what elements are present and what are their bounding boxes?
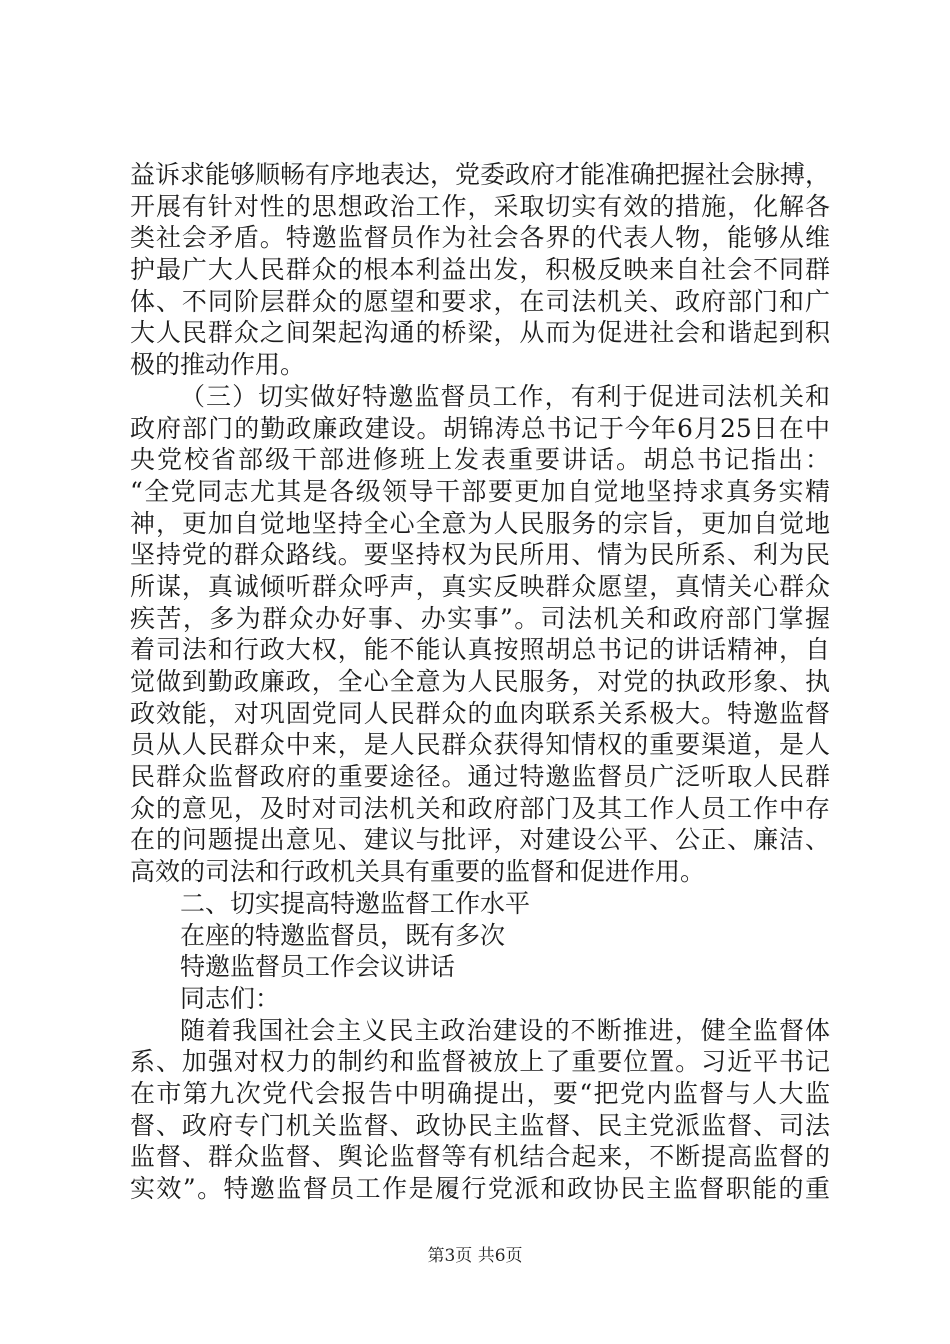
- text-line: 所谋，真诚倾听群众呼声，真实反映群众愿望，真情关心群众: [130, 571, 830, 601]
- text-line: 觉做到勤政廉政，全心全意为人民服务，对党的执政形象、执: [130, 667, 830, 696]
- text-line: 民群众监督政府的重要途径。通过特邀监督员广泛听取人民群: [130, 762, 830, 792]
- text-line: 护最广大人民群众的根本利益出发，积极反映来自社会不同群: [130, 255, 830, 285]
- text-line: （三）切实做好特邀监督员工作，有利于促进司法机关和: [180, 381, 830, 411]
- document-title: [130, 951, 830, 983]
- text-line: 特邀监督员工作会议讲话: [180, 952, 456, 982]
- text-line: 疾苦，多为群众办好事、办实事”。司法机关和政府部门掌握: [130, 603, 830, 633]
- text-line: 在座的特邀监督员，既有多次: [180, 920, 506, 950]
- text-line: 监督、群众监督、舆论监督等有机结合起来，不断提高监督的: [130, 1142, 830, 1172]
- text-line: 随着我国社会主义民主政治建设的不断推进，健全监督体: [180, 1015, 830, 1045]
- text-line: 在市第九次党代会报告中明确提出，要“把党内监督与人大监: [130, 1078, 830, 1108]
- salutation: [130, 983, 830, 1015]
- text-line: 体、不同阶层群众的愿望和要求，在司法机关、政府部门和广: [130, 286, 830, 316]
- paragraph: [130, 159, 830, 381]
- text-line: 政效能，对巩固党同人民群众的血肉联系关系极大。特邀监督: [130, 698, 830, 728]
- text-line: 神，更加自觉地坚持全心全意为人民服务的宗旨，更加自觉地: [130, 508, 830, 538]
- text-line: 在的问题提出意见、建议与批评，对建设公平、公正、廉洁、: [130, 825, 830, 855]
- text-line: 众的意见，及时对司法机关和政府部门及其工作人员工作中存: [130, 793, 830, 823]
- text-line: 政府部门的勤政廉政建设。胡锦涛总书记于今年6月25日在中: [130, 413, 830, 443]
- text-line: 高效的司法和行政机关具有重要的监督和促进作用。: [130, 857, 706, 887]
- page-number-footer: 第3页 共6页: [427, 1246, 523, 1266]
- paragraph: [130, 1015, 830, 1205]
- document-body: [130, 159, 830, 1205]
- text-line: 二、切实提高特邀监督工作水平: [180, 888, 531, 918]
- text-line: 央党校省部级干部进修班上发表重要讲话。胡总书记指出：: [130, 445, 830, 475]
- text-line: “全党同志尤其是各级领导干部要更加自觉地坚持求真务实精: [130, 476, 830, 506]
- text-line: 开展有针对性的思想政治工作，采取切实有效的措施，化解各: [130, 191, 830, 221]
- text-line: 督、政府专门机关监督、政协民主监督、民主党派监督、司法: [130, 1110, 830, 1140]
- text-line: 类社会矛盾。特邀监督员作为社会各界的代表人物，能够从维: [130, 223, 830, 253]
- text-line: 实效”。特邀监督员工作是履行党派和政协民主监督职能的重: [130, 1174, 830, 1203]
- text-line: 员从人民群众中来，是人民群众获得知情权的重要渠道，是人: [130, 730, 830, 760]
- text-line: 同志们：: [180, 983, 281, 1013]
- paragraph: [130, 920, 830, 952]
- text-line: 着司法和行政大权，能不能认真按照胡总书记的讲话精神，自: [130, 635, 830, 665]
- text-line: 系、加强对权力的制约和监督被放上了重要位置。习近平书记: [130, 1047, 830, 1077]
- text-line: 极的推动作用。: [130, 350, 306, 380]
- paragraph: [130, 381, 830, 888]
- text-line: 大人民群众之间架起沟通的桥梁，从而为促进社会和谐起到积: [130, 318, 830, 348]
- text-line: 益诉求能够顺畅有序地表达，党委政府才能准确把握社会脉搏，: [130, 160, 831, 189]
- section-heading: [130, 888, 830, 920]
- text-line: 坚持党的群众路线。要坚持权为民所用、情为民所系、利为民: [130, 540, 830, 570]
